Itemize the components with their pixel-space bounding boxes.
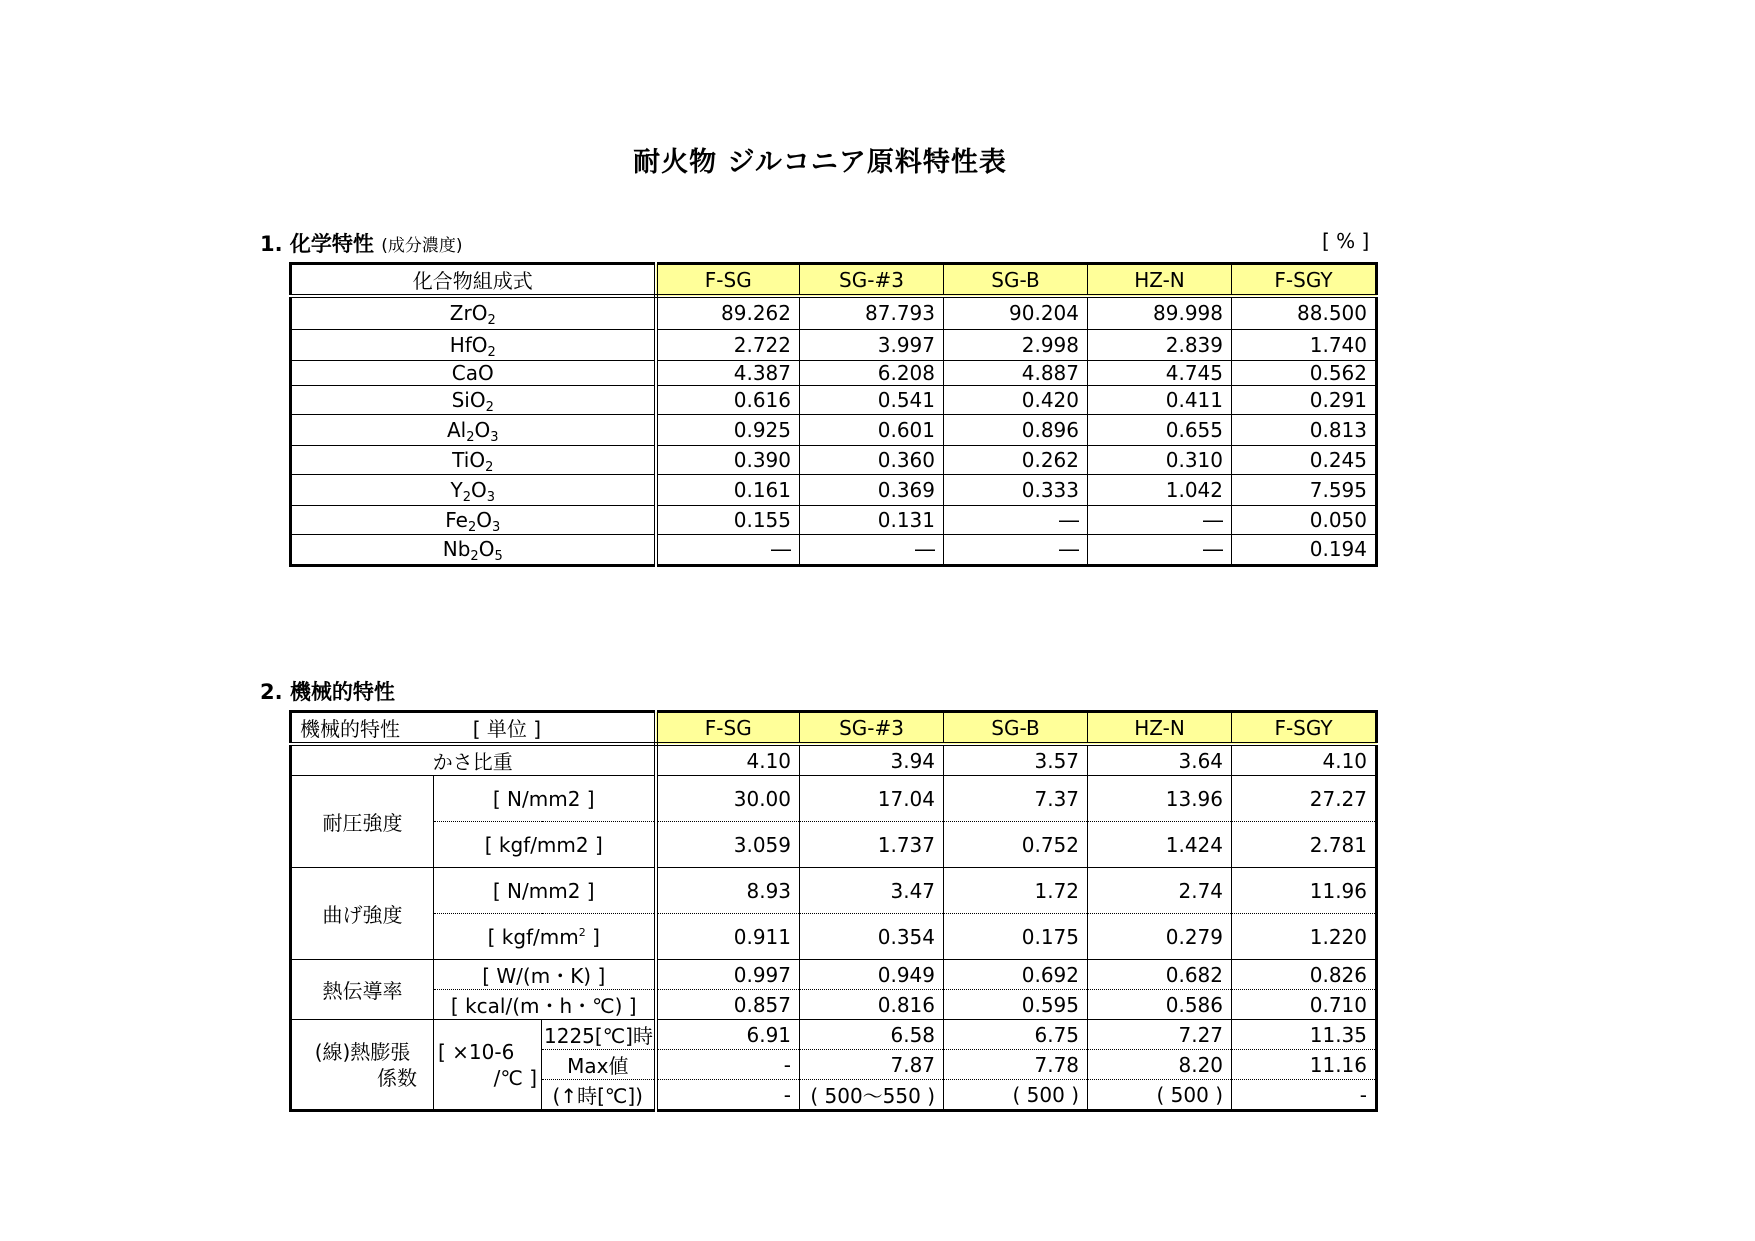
value-cell: ( 500～550 ) — [800, 1080, 944, 1111]
value-cell: 0.710 — [1232, 990, 1377, 1020]
value-cell: 0.245 — [1232, 445, 1377, 474]
value-cell: 2.74 — [1088, 868, 1232, 914]
value-cell: 0.911 — [656, 914, 800, 960]
value-cell: 89.262 — [656, 296, 800, 329]
value-cell: ( 500 ) — [944, 1080, 1088, 1111]
formula-subscript: 2 — [485, 459, 494, 475]
bulk-density-label: かさ比重 — [291, 744, 656, 776]
value-cell: 1.737 — [800, 822, 944, 868]
section1-title: 1. 化学特性 — [260, 232, 374, 256]
mechanical-properties-table — [289, 710, 1378, 1112]
value-cell: 11.16 — [1232, 1050, 1377, 1080]
value-cell: 8.93 — [656, 868, 800, 914]
value-cell: 0.816 — [800, 990, 944, 1020]
section1-unit: [ % ] — [1322, 229, 1370, 253]
value-cell: 0.541 — [800, 385, 944, 414]
formula-subscript: 2 — [485, 399, 494, 415]
formula-text: O — [469, 447, 486, 472]
thermal-cond-unit-1: [ W/(m・K) ] — [434, 960, 656, 990]
value-cell: 27.27 — [1232, 776, 1377, 822]
value-cell: 0.155 — [656, 505, 800, 534]
compressive-unit-2: [ kgf/mm2 ] — [434, 822, 656, 868]
value-cell: 11.35 — [1232, 1020, 1377, 1050]
value-cell: 4.887 — [944, 360, 1088, 385]
compound-formula — [291, 414, 656, 445]
chem-row — [291, 474, 1377, 505]
chem-row — [291, 360, 1377, 385]
value-cell: 7.37 — [944, 776, 1088, 822]
value-cell: 4.10 — [656, 744, 800, 776]
value-cell: 0.562 — [1232, 360, 1377, 385]
value-cell: 0.896 — [944, 414, 1088, 445]
value-cell: 3.47 — [800, 868, 944, 914]
value-cell: 0.175 — [944, 914, 1088, 960]
value-cell: 0.262 — [944, 445, 1088, 474]
bending-row-1 — [291, 868, 1377, 914]
value-cell: 1.042 — [1088, 474, 1232, 505]
expansion-label — [291, 1020, 434, 1111]
thermal-cond-row-2 — [291, 990, 1377, 1020]
compound-formula — [291, 329, 656, 360]
mech-header-title: 機械的特性 — [300, 717, 400, 741]
thermal-cond-unit-2: [ kcal/(m・h・℃) ] — [434, 990, 656, 1020]
value-cell: 6.91 — [656, 1020, 800, 1050]
value-cell: 0.925 — [656, 414, 800, 445]
value-cell: 0.291 — [1232, 385, 1377, 414]
value-cell: ― — [944, 505, 1088, 534]
value-cell: - — [656, 1080, 800, 1111]
value-cell: ( 500 ) — [1088, 1080, 1232, 1111]
thermal-cond-label: 熱伝導率 — [291, 960, 434, 1020]
mech-col-header: SG-#3 — [800, 712, 944, 745]
value-cell: 0.813 — [1232, 414, 1377, 445]
formula-subscript: 3 — [486, 489, 496, 505]
value-cell: 2.722 — [656, 329, 800, 360]
value-cell: 0.857 — [656, 990, 800, 1020]
value-cell: 0.655 — [1088, 414, 1232, 445]
formula-subscript: 2 — [487, 313, 496, 329]
value-cell: ― — [1088, 505, 1232, 534]
value-cell: ― — [800, 534, 944, 565]
bending-unit-1: [ N/mm2 ] — [434, 868, 656, 914]
value-cell: - — [656, 1050, 800, 1080]
expansion-unit-line2: /℃ ] — [493, 1065, 537, 1090]
formula-text: Si — [451, 387, 470, 412]
formula-text: O — [469, 387, 486, 412]
value-cell: - — [1232, 1080, 1377, 1111]
bending-unit-2-pre: [ kgf/mm — [487, 924, 579, 949]
formula-text: Y — [450, 477, 463, 502]
value-cell: 0.360 — [800, 445, 944, 474]
chem-col-header: SG-#3 — [800, 264, 944, 297]
value-cell: 0.194 — [1232, 534, 1377, 565]
formula-text: Ti — [452, 447, 470, 472]
value-cell: 0.997 — [656, 960, 800, 990]
value-cell: 0.131 — [800, 505, 944, 534]
chem-header-row — [291, 264, 1377, 297]
bulk-density-row — [291, 744, 1377, 776]
value-cell: 0.586 — [1088, 990, 1232, 1020]
formula-text: O — [471, 301, 488, 326]
value-cell: 4.745 — [1088, 360, 1232, 385]
value-cell: 17.04 — [800, 776, 944, 822]
section1-heading — [260, 228, 462, 258]
value-cell: 7.78 — [944, 1050, 1088, 1080]
formula-text: O — [474, 417, 491, 442]
mech-col-header: HZ-N — [1088, 712, 1232, 745]
value-cell: 0.279 — [1088, 914, 1232, 960]
value-cell: 0.949 — [800, 960, 944, 990]
value-cell: 0.601 — [800, 414, 944, 445]
formula-text: Nb — [442, 537, 471, 561]
value-cell: 89.998 — [1088, 296, 1232, 329]
compound-formula — [291, 474, 656, 505]
thermal-cond-row-1 — [291, 960, 1377, 990]
value-cell: 2.781 — [1232, 822, 1377, 868]
expansion-label-line2: 係数 — [377, 1065, 417, 1090]
expansion-unit-line1: [ ×10-6 — [438, 1039, 515, 1064]
expansion-row2-label: Max値 — [542, 1050, 656, 1080]
value-cell: 1.740 — [1232, 329, 1377, 360]
formula-text: Zr — [449, 301, 472, 326]
chem-col-header: SG-B — [944, 264, 1088, 297]
value-cell: 1.220 — [1232, 914, 1377, 960]
mech-col-header: SG-B — [944, 712, 1088, 745]
value-cell: 90.204 — [944, 296, 1088, 329]
bending-unit-2 — [434, 914, 656, 960]
mech-col-header: F-SGY — [1232, 712, 1377, 745]
formula-subscript: 2 — [462, 489, 471, 505]
value-cell: 88.500 — [1232, 296, 1377, 329]
bending-label: 曲げ強度 — [291, 868, 434, 960]
chem-row — [291, 445, 1377, 474]
bending-unit-2-post: ] — [585, 924, 600, 949]
value-cell: 2.839 — [1088, 329, 1232, 360]
value-cell: 0.616 — [656, 385, 800, 414]
value-cell: 6.75 — [944, 1020, 1088, 1050]
value-cell: 87.793 — [800, 296, 944, 329]
expansion-label-line1: (線)熱膨張 — [314, 1039, 411, 1064]
value-cell: 7.27 — [1088, 1020, 1232, 1050]
formula-text: O — [471, 332, 488, 357]
value-cell: 0.682 — [1088, 960, 1232, 990]
chemical-properties-table — [289, 262, 1378, 567]
mech-header-label — [291, 712, 656, 745]
value-cell: 3.94 — [800, 744, 944, 776]
value-cell: 0.369 — [800, 474, 944, 505]
section1-note: (成分濃度) — [381, 236, 463, 256]
chem-body — [291, 296, 1377, 565]
formula-subscript: 2 — [467, 519, 477, 535]
formula-text: Fe — [445, 507, 468, 532]
formula-text: CaO — [451, 360, 494, 385]
page-title: 耐火物 ジルコニア原料特性表 — [633, 147, 1007, 178]
chem-row — [291, 505, 1377, 534]
compressive-row-2 — [291, 822, 1377, 868]
compound-formula — [291, 360, 656, 385]
value-cell: 1.424 — [1088, 822, 1232, 868]
value-cell: 0.411 — [1088, 385, 1232, 414]
compound-formula — [291, 505, 656, 534]
value-cell: 0.752 — [944, 822, 1088, 868]
section2-heading: 2. 機械的特性 — [260, 680, 395, 704]
mech-col-header: F-SG — [656, 712, 800, 745]
expansion-row1-label: 1225[℃]時 — [542, 1020, 656, 1050]
chem-row — [291, 329, 1377, 360]
value-cell: 0.420 — [944, 385, 1088, 414]
value-cell: 0.310 — [1088, 445, 1232, 474]
expansion-unit — [434, 1020, 542, 1111]
value-cell: 8.20 — [1088, 1050, 1232, 1080]
value-cell: 6.208 — [800, 360, 944, 385]
value-cell: 3.64 — [1088, 744, 1232, 776]
formula-text: O — [470, 477, 487, 502]
chem-header-label: 化合物組成式 — [291, 264, 656, 297]
formula-text: Al — [446, 417, 467, 442]
formula-subscript: 2 — [466, 429, 475, 445]
compound-formula — [291, 445, 656, 474]
value-cell: 0.692 — [944, 960, 1088, 990]
chem-col-header: F-SG — [656, 264, 800, 297]
value-cell: 7.595 — [1232, 474, 1377, 505]
formula-text: O — [476, 507, 492, 532]
mech-header-unit: [ 単位 ] — [472, 717, 542, 741]
mech-header-row — [291, 712, 1377, 745]
value-cell: ― — [656, 534, 800, 565]
value-cell: 2.998 — [944, 329, 1088, 360]
compressive-row-1 — [291, 776, 1377, 822]
value-cell: 0.050 — [1232, 505, 1377, 534]
value-cell: 0.354 — [800, 914, 944, 960]
value-cell: 11.96 — [1232, 868, 1377, 914]
bending-row-2 — [291, 914, 1377, 960]
chem-row — [291, 296, 1377, 329]
value-cell: 13.96 — [1088, 776, 1232, 822]
value-cell: 0.595 — [944, 990, 1088, 1020]
formula-subscript: 2 — [470, 549, 479, 564]
value-cell: 6.58 — [800, 1020, 944, 1050]
formula-subscript: 3 — [490, 429, 499, 445]
compressive-unit-1: [ N/mm2 ] — [434, 776, 656, 822]
chem-col-header: F-SGY — [1232, 264, 1377, 297]
value-cell: 0.333 — [944, 474, 1088, 505]
value-cell: ― — [944, 534, 1088, 565]
chem-col-header: HZ-N — [1088, 264, 1232, 297]
compressive-label: 耐圧強度 — [291, 776, 434, 868]
expansion-row3-label: (↑時[℃]) — [542, 1080, 656, 1111]
value-cell: 1.72 — [944, 868, 1088, 914]
value-cell: 3.997 — [800, 329, 944, 360]
compound-formula — [291, 534, 656, 565]
chem-row — [291, 385, 1377, 414]
expansion-row-1 — [291, 1020, 1377, 1050]
value-cell: 7.87 — [800, 1050, 944, 1080]
bending-unit-2-sup: 2 — [578, 925, 586, 939]
compound-formula — [291, 385, 656, 414]
formula-subscript: 5 — [494, 549, 503, 564]
chem-row — [291, 534, 1377, 565]
value-cell: 0.390 — [656, 445, 800, 474]
value-cell: 4.387 — [656, 360, 800, 385]
value-cell: 3.57 — [944, 744, 1088, 776]
formula-subscript: 2 — [487, 344, 496, 360]
chem-row — [291, 414, 1377, 445]
value-cell: 30.00 — [656, 776, 800, 822]
value-cell: 4.10 — [1232, 744, 1377, 776]
value-cell: 0.161 — [656, 474, 800, 505]
formula-text: O — [478, 537, 495, 561]
value-cell: 3.059 — [656, 822, 800, 868]
value-cell: ― — [1088, 534, 1232, 565]
value-cell: 0.826 — [1232, 960, 1377, 990]
formula-text: Hf — [449, 332, 472, 357]
compound-formula — [291, 296, 656, 329]
formula-subscript: 3 — [491, 519, 501, 535]
